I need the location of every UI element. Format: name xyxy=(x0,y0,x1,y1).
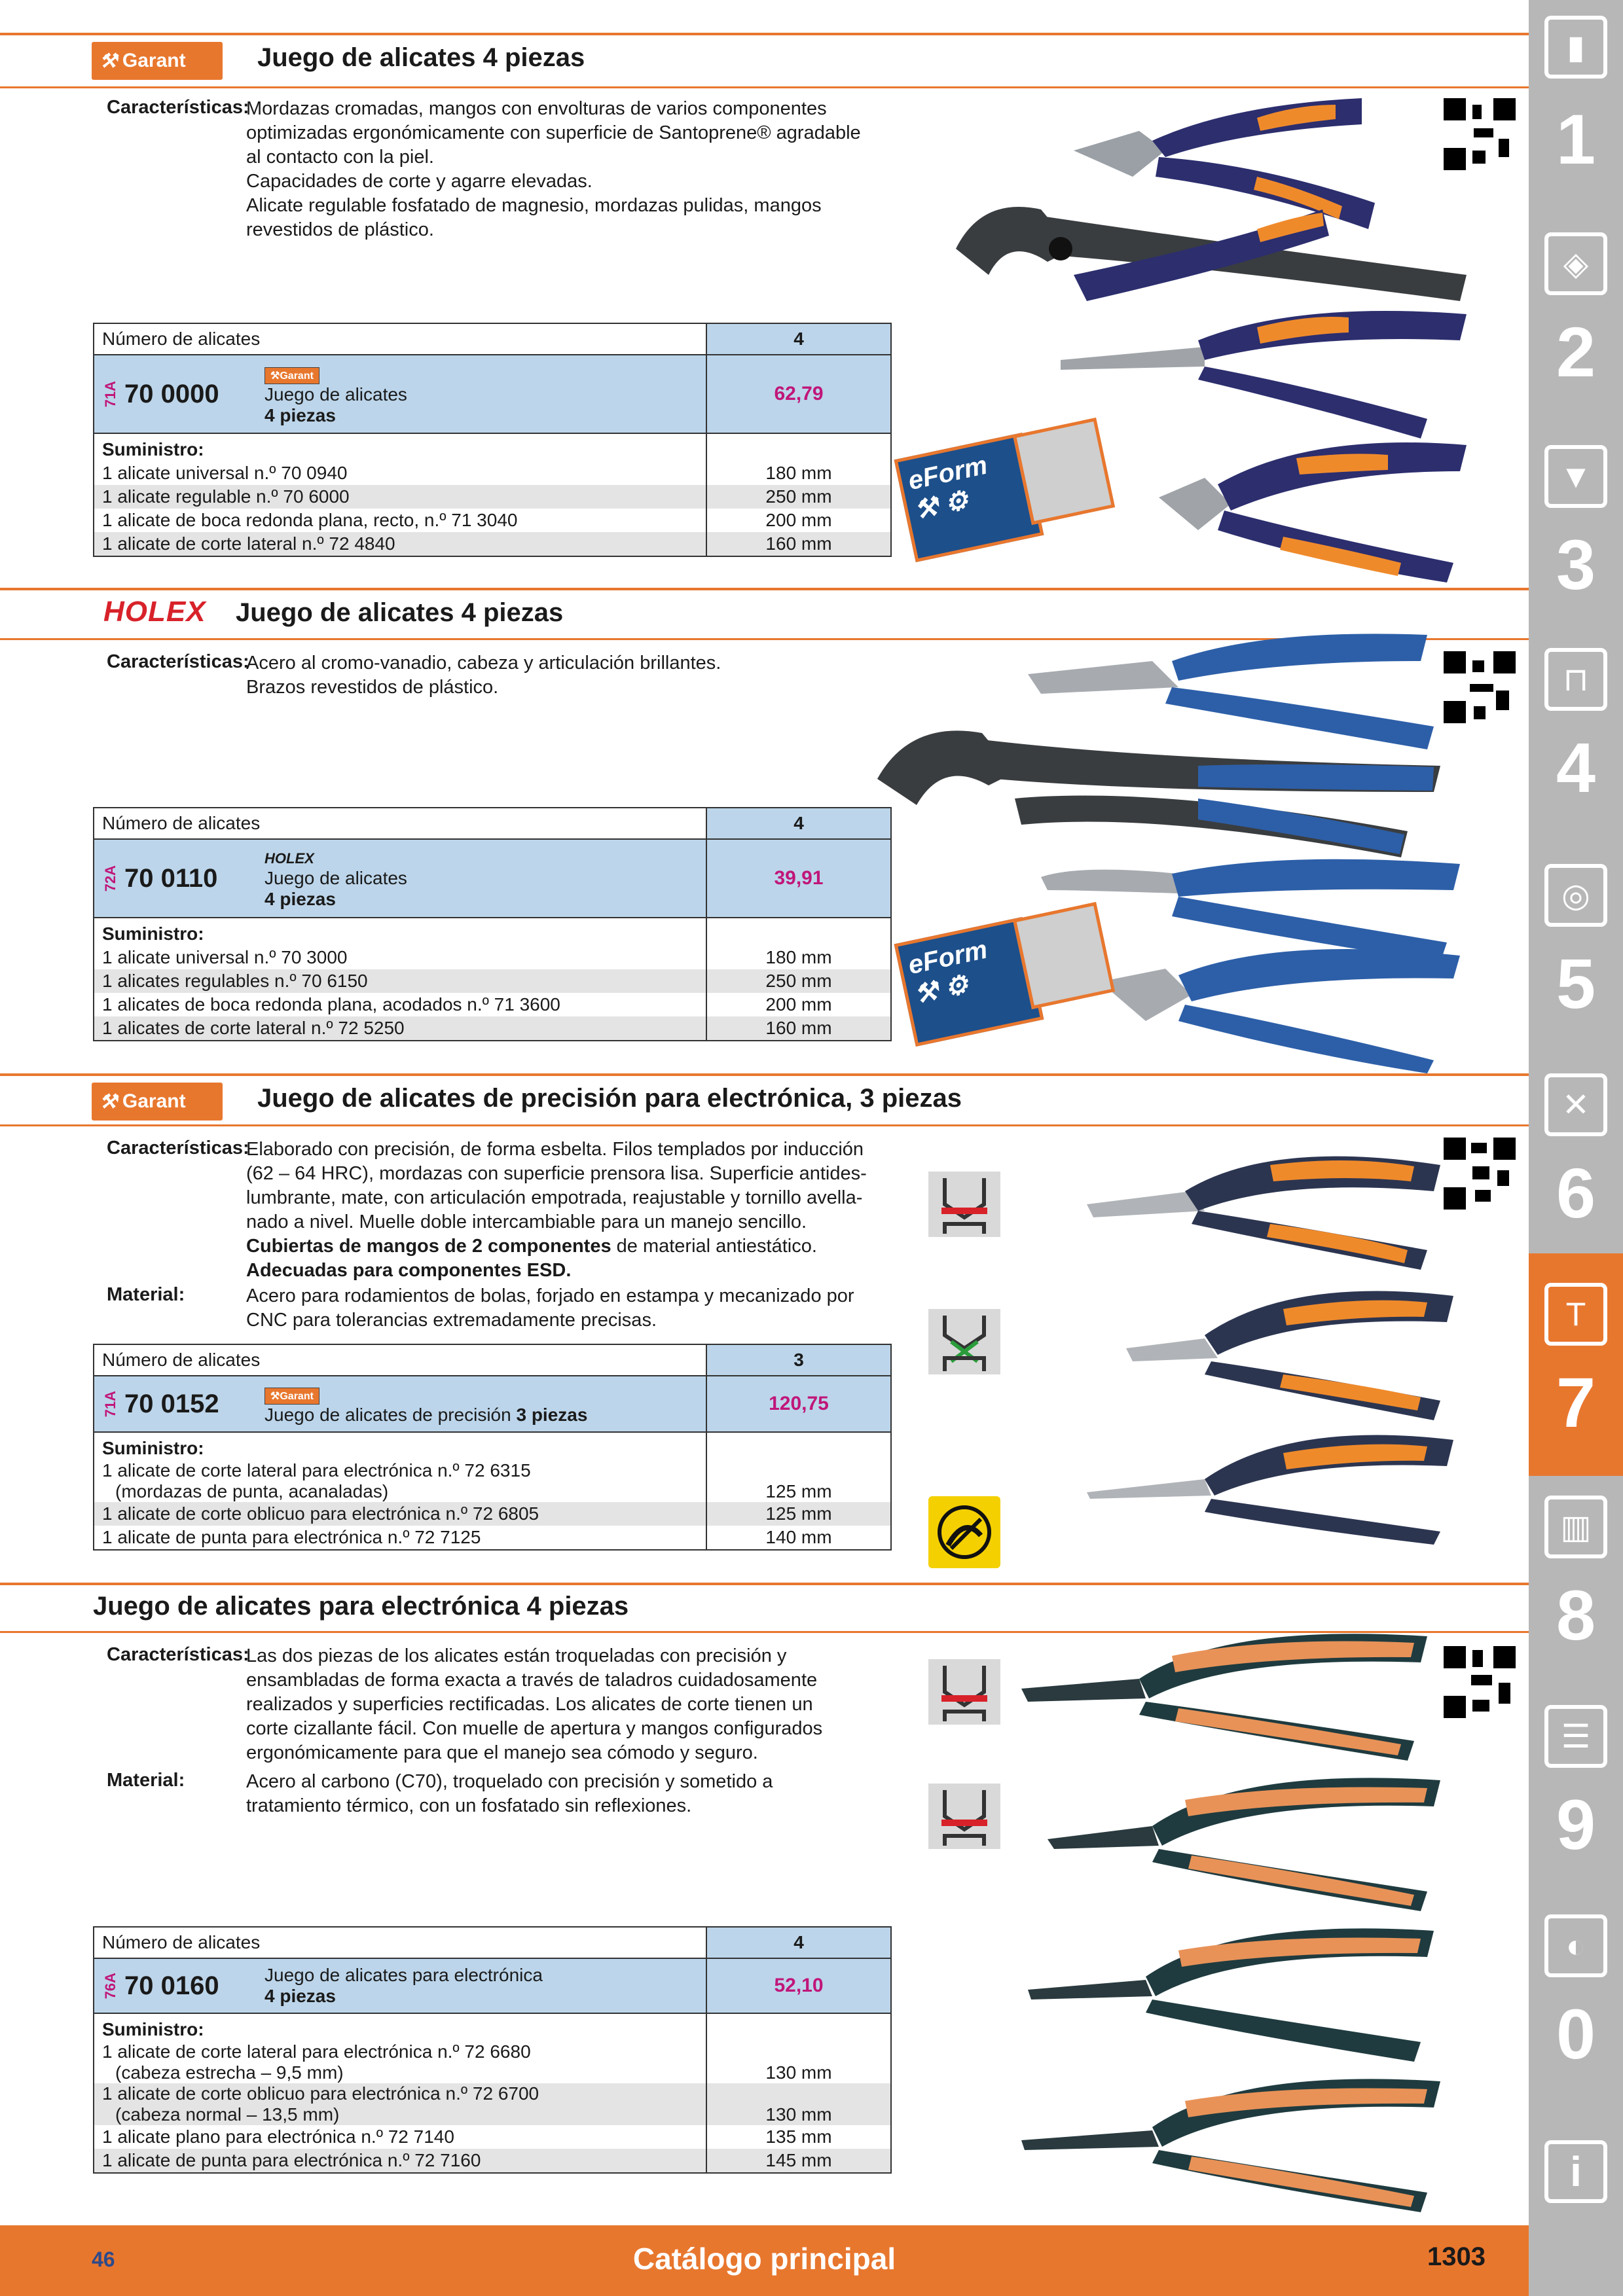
price-code: 72A xyxy=(102,865,119,892)
article-description-bold: 4 piezas xyxy=(264,1986,336,2006)
qr-code[interactable] xyxy=(1444,1138,1516,1210)
price: 120,75 xyxy=(706,1376,891,1432)
chapter-number: 4 xyxy=(1556,728,1596,807)
table-row: 1 alicate de corte oblicuo para electrónica n.º 72 6805 125 mm xyxy=(94,1502,891,1526)
side-cutter-pliers xyxy=(1100,949,1460,1073)
garant-logo: ⚒ Garant xyxy=(92,1083,223,1121)
chapter-number: 8 xyxy=(1556,1575,1596,1655)
article-description-bold: 4 piezas xyxy=(264,404,336,425)
round-nose-pliers xyxy=(1061,311,1467,439)
chapter-number: 7 xyxy=(1556,1363,1596,1442)
caliper-icon: ⊓ xyxy=(1544,648,1607,711)
article-description-bold: 3 piezas xyxy=(516,1404,588,1425)
chapter-tab-2[interactable] xyxy=(1529,226,1623,448)
oblique-cutter-electronics xyxy=(1048,1778,1440,1911)
material-label: Material: xyxy=(107,1770,185,1791)
garant-mini-logo: ⚒Garant xyxy=(264,367,319,384)
garant-mini-logo: ⚒Garant xyxy=(264,1388,319,1405)
table-row: 1 alicate plano para electrónica n.º 72 7140 135 mm xyxy=(94,2125,891,2149)
features-label: Características: xyxy=(107,1644,249,1665)
supply-label: Suministro: xyxy=(102,924,204,944)
chapter-tab-7[interactable] xyxy=(1529,1283,1623,1479)
water-pump-pliers xyxy=(877,730,1440,857)
material-text: Acero al carbono (C70), troquelado con precisión y sometido a tratamiento térmico, con un fosfatado sin reflexiones. xyxy=(246,1771,773,1816)
product-table xyxy=(93,1344,892,1551)
features-text: Mordazas cromadas, mangos con envolturas de varios componentes optimizadas ergonómicamente con superficie de Santoprene® agradable al contacto con la piel. Capacidades de corte y agarre elevadas. Alicate regulable fosfatado de magnesio, mordazas pulidas, mangos revestidos de plástico. xyxy=(246,98,861,240)
price: 62,79 xyxy=(706,355,891,433)
supply-label: Suministro: xyxy=(102,2019,204,2039)
table-header: Número de alicates xyxy=(94,1927,706,1958)
supply-label: Suministro: xyxy=(102,439,204,459)
chapter-number: 6 xyxy=(1556,1153,1596,1232)
chapter-number: 0 xyxy=(1556,1994,1596,2073)
needle-nose-electronics xyxy=(1021,2079,1440,2212)
features-label: Características: xyxy=(107,97,249,118)
safety-gear-icon: ◐ xyxy=(1544,1914,1607,1977)
chapter-number: 1 xyxy=(1556,99,1596,179)
cutting-edge-symbol xyxy=(928,1784,1000,1849)
article-description: Juego de alicates xyxy=(264,384,407,404)
tool-holder-icon: ▼ xyxy=(1544,445,1607,508)
price-code: 76A xyxy=(102,1972,119,2000)
combination-pliers xyxy=(1028,634,1434,749)
table-row: 1 alicate de corte oblicuo para electrónica n.º 72 6700 (cabeza normal – 13,5 mm) 130 mm xyxy=(94,2083,891,2125)
quantity-header: 4 xyxy=(706,1927,891,1958)
price: 39,91 xyxy=(706,839,891,918)
table-row: 1 alicate universal n.º 70 3000 180 mm xyxy=(94,946,891,969)
oblique-cutter-precision xyxy=(1126,1291,1453,1421)
eform-badge[interactable]: eForm ⚒ ⚙ xyxy=(894,433,1044,562)
section-title: Juego de alicates 4 piezas xyxy=(257,43,585,72)
esd-warning-icon xyxy=(928,1496,1000,1568)
section-title: Juego de alicates de precisión para electrónica, 3 piezas xyxy=(257,1084,962,1113)
article-description: Juego de alicates xyxy=(264,868,407,888)
table-header: Número de alicates xyxy=(94,808,706,839)
quantity-header: 3 xyxy=(706,1344,891,1376)
table-row: 1 alicate de punta para electrónica n.º 72 7160 145 mm xyxy=(94,2149,891,2173)
catalog-title: Catálogo principal xyxy=(632,2242,896,2276)
info-icon: i xyxy=(1544,2140,1607,2203)
section-divider xyxy=(0,1583,1529,1585)
chapter-tab-info[interactable] xyxy=(1529,2140,1623,2219)
needle-nose-precision xyxy=(1087,1435,1453,1545)
supply-label: Suministro: xyxy=(102,1438,204,1458)
right-page-number: 1303 xyxy=(1427,2242,1486,2271)
features-label: Características: xyxy=(107,651,249,672)
table-row: 1 alicate de corte lateral n.º 72 4840 160 mm xyxy=(94,532,891,556)
chapter-tab-6[interactable] xyxy=(1529,1073,1623,1296)
flat-nose-electronics xyxy=(1028,1928,1434,2062)
holex-logo: HOLEX xyxy=(103,596,206,628)
table-row: 1 alicate universal n.º 70 0940 180 mm xyxy=(94,461,891,485)
chapter-number: 3 xyxy=(1556,525,1596,604)
table-row: 1 alicates de corte lateral n.º 72 5250 160 mm xyxy=(94,1016,891,1041)
article-description-bold: 4 piezas xyxy=(264,889,336,909)
insert-icon: ◈ xyxy=(1544,232,1607,295)
features-text: Elaborado con precisión, de forma esbelta. Filos templados por inducción (62 – 64 HRC), mordazas con superficie prensora lisa. Superficie antides- lumbrante, mate, con articulación empotrada, reajustable y tornillo avella- nado a nivel. Muelle doble intercambiable para un manejo sencillo. Cubiertas de mangos de 2 componentes de material antiestático. Adecuadas para componentes ESD. xyxy=(246,1139,867,1281)
price-code: 71A xyxy=(102,1390,119,1418)
features-text: Las dos piezas de los alicates están troqueladas con precisión y ensambladas de forma exacta a través de taladros cuidadosamente realizados y superficies rectificadas. Los alicates de corte tienen un corte cizallante fácil. Con muelle de apertura y mangos configurados ergonómicamente para que el manejo sea cómodo y seguro. xyxy=(246,1645,823,1763)
product-table xyxy=(93,807,892,1041)
eform-badge[interactable]: eForm ⚒ ⚙ xyxy=(894,917,1044,1047)
chapter-number: 2 xyxy=(1556,312,1596,391)
price-code: 71A xyxy=(102,380,119,408)
electronics-pliers-image xyxy=(1008,1617,1493,2219)
section-divider xyxy=(0,33,1529,35)
drill-icon: ▮ xyxy=(1544,16,1607,79)
chapter-tab-1[interactable] xyxy=(1529,0,1623,223)
table-header: Número de alicates xyxy=(94,1344,706,1376)
chapter-tab-9[interactable] xyxy=(1529,1705,1623,1901)
cutting-edge-symbol xyxy=(928,1172,1000,1237)
chapter-tab-0[interactable] xyxy=(1529,1914,1623,2111)
table-row: 1 alicate de boca redonda plana, recto, n.º 71 3040 200 mm xyxy=(94,509,891,532)
section-divider xyxy=(0,1073,1529,1076)
side-cutter-electronics xyxy=(1021,1634,1427,1761)
qr-code[interactable] xyxy=(1444,1646,1516,1718)
side-cutter-precision xyxy=(1087,1157,1440,1270)
qr-code[interactable] xyxy=(1444,98,1516,170)
cutting-edge-symbol xyxy=(928,1309,1000,1374)
product-table xyxy=(93,323,892,557)
article-number[interactable]: 70 0000 xyxy=(124,379,219,408)
chapter-number: 5 xyxy=(1556,944,1596,1023)
workshop-tools-icon: ▥ xyxy=(1544,1496,1607,1558)
chapter-tab-5[interactable] xyxy=(1529,864,1623,1086)
chapter-number: 9 xyxy=(1556,1785,1596,1864)
holex-mini-logo: HOLEX xyxy=(264,850,314,867)
tool-cabinet-icon: ☰ xyxy=(1544,1705,1607,1768)
article-number[interactable]: 70 0160 xyxy=(124,1971,219,2000)
price: 52,10 xyxy=(706,1958,891,2013)
saw-blade-icon: ◎ xyxy=(1544,864,1607,927)
table-row: 1 alicate de corte lateral para electrónica n.º 72 6315 (mordazas de punta, acanaladas) 125 mm xyxy=(94,1460,891,1502)
material-label: Material: xyxy=(107,1284,185,1305)
quantity-header: 4 xyxy=(706,323,891,355)
features-label: Características: xyxy=(107,1138,249,1158)
section-divider xyxy=(0,588,1529,590)
pliers-hammer-icon: T xyxy=(1544,1283,1607,1346)
garant-logo: ⚒ Garant xyxy=(92,42,223,80)
water-pump-pliers xyxy=(956,207,1467,301)
chapter-tab-3[interactable] xyxy=(1529,445,1623,668)
table-row: 1 alicate de punta para electrónica n.º 72 7125 140 mm xyxy=(94,1526,891,1550)
table-row: 1 alicates regulables n.º 70 6150 250 mm xyxy=(94,969,891,993)
material-text: Acero para rodamientos de bolas, forjado en estampa y mecanizado por CNC para tolerancias extremadamente precisas. xyxy=(246,1285,854,1331)
side-cutter-pliers xyxy=(1159,442,1467,583)
section-title: Juego de alicates 4 piezas xyxy=(236,598,564,627)
wrench-icon: ✕ xyxy=(1544,1073,1607,1136)
article-description: Juego de alicates de precisión xyxy=(264,1404,511,1425)
article-number[interactable]: 70 0152 xyxy=(124,1389,219,1418)
table-row: 1 alicates de boca redonda plana, acodados n.º 71 3600 200 mm xyxy=(94,993,891,1016)
combination-pliers xyxy=(1074,98,1375,229)
page-footer xyxy=(0,2225,1529,2296)
chapter-tab-4[interactable] xyxy=(1529,648,1623,870)
cutting-edge-symbol xyxy=(928,1659,1000,1725)
left-page-number: 46 xyxy=(92,2248,115,2271)
section-title: Juego de alicates para electrónica 4 piezas xyxy=(93,1592,629,1621)
table-row: 1 alicate regulable n.º 70 6000 250 mm xyxy=(94,485,891,509)
article-description: Juego de alicates para electrónica xyxy=(264,1965,543,1985)
table-header: Número de alicates xyxy=(94,323,706,355)
product-table xyxy=(93,1926,892,2174)
chapter-tab-8[interactable] xyxy=(1529,1496,1623,1692)
qr-code[interactable] xyxy=(1444,651,1516,723)
table-row: 1 alicate de corte lateral para electrónica n.º 72 6680 (cabeza estrecha – 9,5 mm) 130 mm xyxy=(94,2041,891,2083)
precision-pliers-image xyxy=(1074,1126,1480,1545)
article-number[interactable]: 70 0110 xyxy=(124,863,218,893)
quantity-header: 4 xyxy=(706,808,891,839)
features-text: Acero al cromo-vanadio, cabeza y articulación brillantes. Brazos revestidos de plástico. xyxy=(246,653,721,698)
